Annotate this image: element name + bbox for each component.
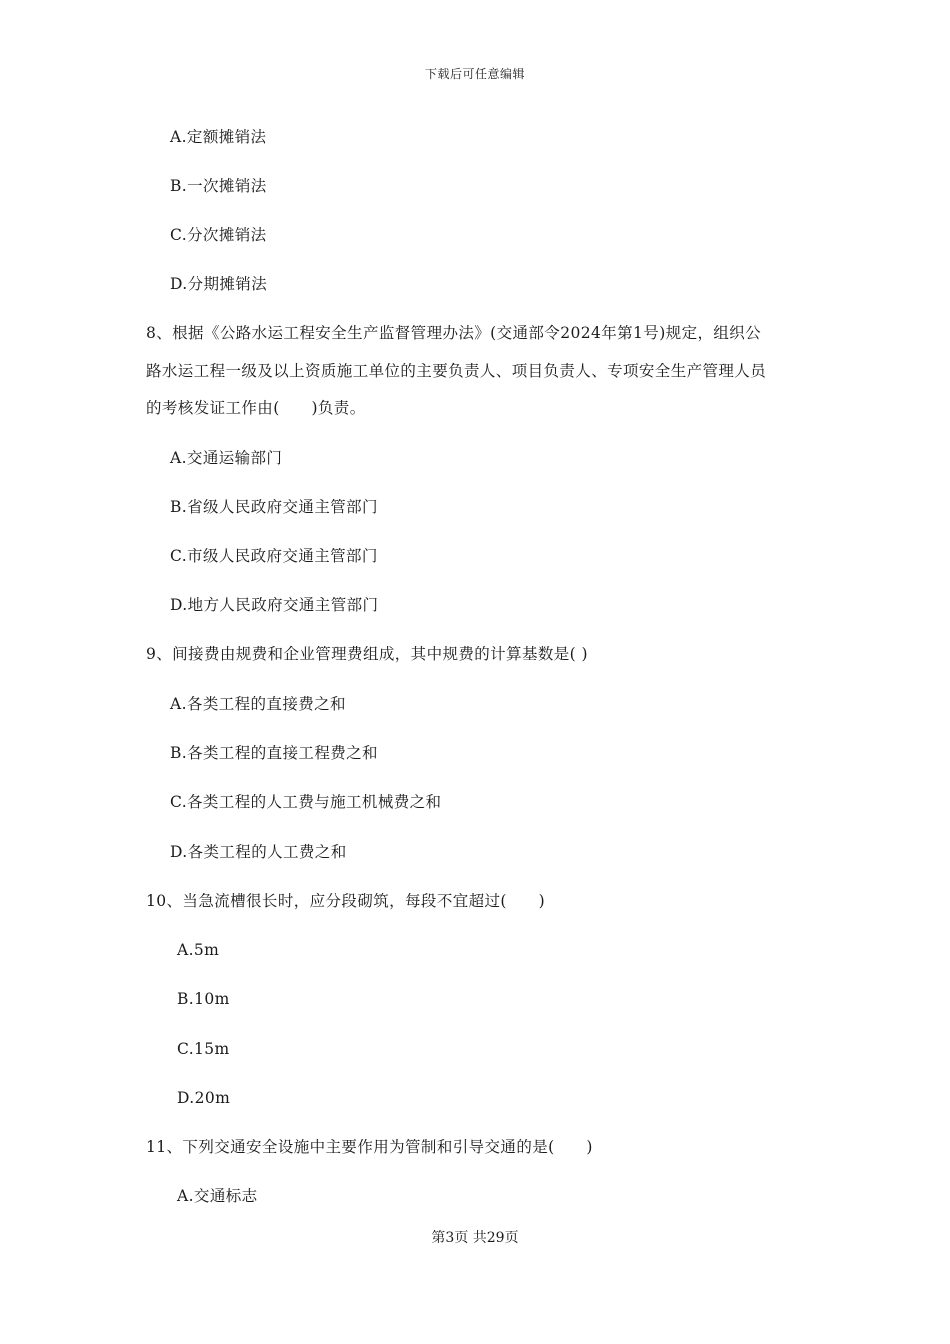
q9-stem: 9、间接费由规费和企业管理费组成，其中规费的计算基数是( )	[146, 645, 588, 663]
q8-option-c: C.市级人民政府交通主管部门	[170, 547, 378, 565]
q7-option-d: D.分期摊销法	[170, 275, 268, 293]
q7-option-a: A.定额摊销法	[170, 128, 267, 146]
page-header: 下载后可任意编辑	[424, 67, 525, 81]
q8-stem-line-1: 8、根据《公路水运工程安全生产监督管理办法》(交通部令2024年第1号)规定，组织公	[146, 324, 762, 342]
q9-option-d: D.各类工程的人工费之和	[170, 843, 347, 861]
q7-option-b: B.一次摊销法	[170, 177, 267, 195]
q8-option-d: D.地方人民政府交通主管部门	[170, 596, 379, 614]
q9-option-c: C.各类工程的人工费与施工机械费之和	[170, 793, 442, 811]
q8-stem-line-2: 路水运工程一级及以上资质施工单位的主要负责人、项目负责人、专项安全生产管理人员	[146, 362, 767, 380]
q7-option-c: C.分次摊销法	[170, 226, 267, 244]
q8-option-a: A.交通运输部门	[170, 449, 283, 467]
q10-option-c: C.15m	[177, 1040, 230, 1058]
q8-option-b: B.省级人民政府交通主管部门	[170, 498, 378, 516]
q11-option-a: A.交通标志	[177, 1187, 258, 1205]
q10-option-d: D.20m	[177, 1089, 231, 1107]
q11-stem: 11、下列交通安全设施中主要作用为管制和引导交通的是( )	[146, 1138, 593, 1156]
q9-option-b: B.各类工程的直接工程费之和	[170, 744, 378, 762]
page-footer: 第3页 共29页	[431, 1230, 519, 1246]
q10-option-b: B.10m	[177, 990, 230, 1008]
q8-stem-line-3: 的考核发证工作由( )负责。	[146, 399, 366, 417]
q9-option-a: A.各类工程的直接费之和	[170, 695, 346, 713]
q10-stem: 10、当急流槽很长时，应分段砌筑，每段不宜超过( )	[146, 892, 546, 910]
q10-option-a: A.5m	[177, 941, 220, 959]
